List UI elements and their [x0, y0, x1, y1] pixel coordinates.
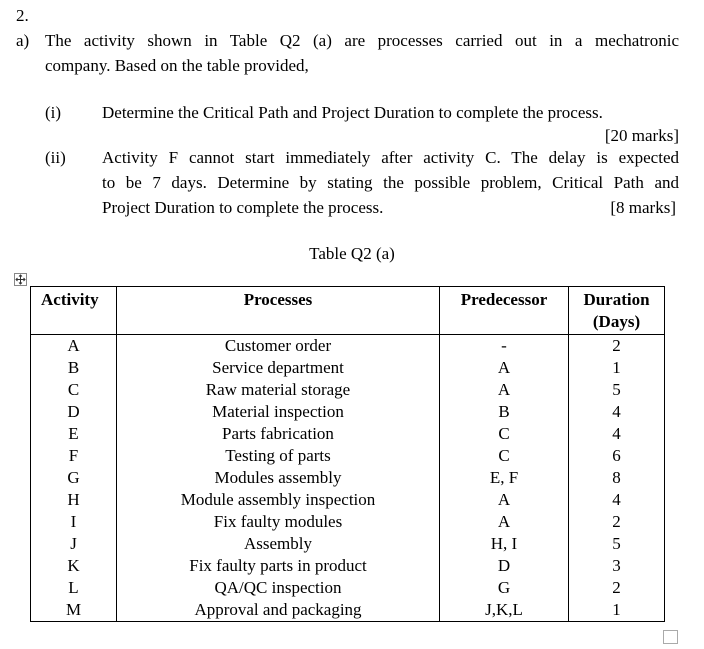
question-number: 2.	[16, 6, 29, 25]
cell-duration: 3	[569, 555, 665, 577]
cell-process: Fix faulty parts in product	[117, 555, 440, 577]
cell-activity: H	[31, 489, 117, 511]
table-row	[31, 533, 665, 555]
cell-predecessor: A	[440, 357, 569, 379]
cell-predecessor: A	[440, 379, 569, 401]
sub-question-i-marks: [20 marks]	[604, 126, 679, 145]
cell-predecessor: A	[440, 511, 569, 533]
table-row	[31, 401, 665, 423]
table-row	[31, 379, 665, 401]
header-duration	[569, 287, 665, 335]
table-row	[31, 467, 665, 489]
intro-line-1: The activity shown in Table Q2 (a) are processes carried out in a mechatronic	[45, 31, 679, 50]
header-processes: Processes	[117, 287, 440, 335]
header-predecessor: Predecessor	[440, 287, 569, 335]
cell-predecessor: H, I	[440, 533, 569, 555]
cell-activity: D	[31, 401, 117, 423]
cell-process: Module assembly inspection	[117, 489, 440, 511]
cell-activity: J	[31, 533, 117, 555]
table-row	[31, 445, 665, 467]
header-duration-line-2: (Days)	[592, 312, 641, 331]
cell-process: QA/QC inspection	[117, 577, 440, 599]
cell-duration: 1	[569, 357, 665, 379]
header-duration-line-1: Duration	[583, 290, 650, 309]
cell-activity: F	[31, 445, 117, 467]
cell-predecessor: E, F	[440, 467, 569, 489]
table-header-row	[31, 287, 665, 335]
cell-duration: 1	[569, 599, 665, 622]
cell-process: Customer order	[117, 335, 440, 358]
cell-duration: 4	[569, 401, 665, 423]
cell-duration: 6	[569, 445, 665, 467]
table-row	[31, 335, 665, 358]
cell-activity: M	[31, 599, 117, 622]
cell-process: Parts fabrication	[117, 423, 440, 445]
cell-process: Assembly	[117, 533, 440, 555]
header-activity: Activity	[31, 287, 117, 335]
cell-activity: C	[31, 379, 117, 401]
intro-line-2: company. Based on the table provided,	[45, 56, 309, 75]
cell-process: Material inspection	[117, 401, 440, 423]
sub-question-ii-marks: [8 marks]	[610, 198, 676, 217]
cell-duration: 2	[569, 511, 665, 533]
table-row	[31, 489, 665, 511]
cell-activity: L	[31, 577, 117, 599]
sub-question-ii-number: (ii)	[45, 148, 66, 167]
table-body	[31, 335, 665, 622]
table-row	[31, 511, 665, 533]
cell-predecessor: G	[440, 577, 569, 599]
cell-duration: 8	[569, 467, 665, 489]
cell-duration: 5	[569, 379, 665, 401]
table-row	[31, 555, 665, 577]
part-label: a)	[16, 31, 30, 50]
cell-process: Approval and packaging	[117, 599, 440, 622]
cell-duration: 2	[569, 577, 665, 599]
cell-activity: K	[31, 555, 117, 577]
cell-duration: 4	[569, 423, 665, 445]
cell-activity: A	[31, 335, 117, 358]
cell-activity: E	[31, 423, 117, 445]
cell-predecessor: B	[440, 401, 569, 423]
sub-question-ii-line-1: Activity F cannot start immediately after activity C. The delay is expected	[102, 148, 679, 167]
cell-activity: G	[31, 467, 117, 489]
cell-duration: 5	[569, 533, 665, 555]
cell-duration: 2	[569, 335, 665, 358]
cell-process: Fix faulty modules	[117, 511, 440, 533]
sub-question-i-text: Determine the Critical Path and Project Duration to complete the process.	[102, 103, 603, 122]
table-caption: Table Q2 (a)	[309, 244, 395, 263]
table-move-handle-icon[interactable]	[14, 273, 27, 286]
table-row	[31, 357, 665, 379]
table-resize-handle-icon[interactable]	[663, 630, 678, 644]
cell-predecessor: -	[440, 335, 569, 358]
cell-predecessor: A	[440, 489, 569, 511]
cell-process: Testing of parts	[117, 445, 440, 467]
table-row	[31, 577, 665, 599]
sub-question-i-number: (i)	[45, 103, 62, 122]
cell-duration: 4	[569, 489, 665, 511]
cell-activity: I	[31, 511, 117, 533]
activity-table	[30, 286, 665, 622]
cell-process: Service department	[117, 357, 440, 379]
cell-predecessor: C	[440, 423, 569, 445]
table-row	[31, 599, 665, 622]
cell-process: Raw material storage	[117, 379, 440, 401]
cell-predecessor: D	[440, 555, 569, 577]
table-row	[31, 423, 665, 445]
sub-question-ii-line-3: Project Duration to complete the process.	[102, 198, 384, 217]
sub-question-ii-line-2: to be 7 days. Determine by stating the possible problem, Critical Path and	[102, 173, 679, 192]
cell-predecessor: J,K,L	[440, 599, 569, 622]
cell-process: Modules assembly	[117, 467, 440, 489]
cell-predecessor: C	[440, 445, 569, 467]
cell-activity: B	[31, 357, 117, 379]
